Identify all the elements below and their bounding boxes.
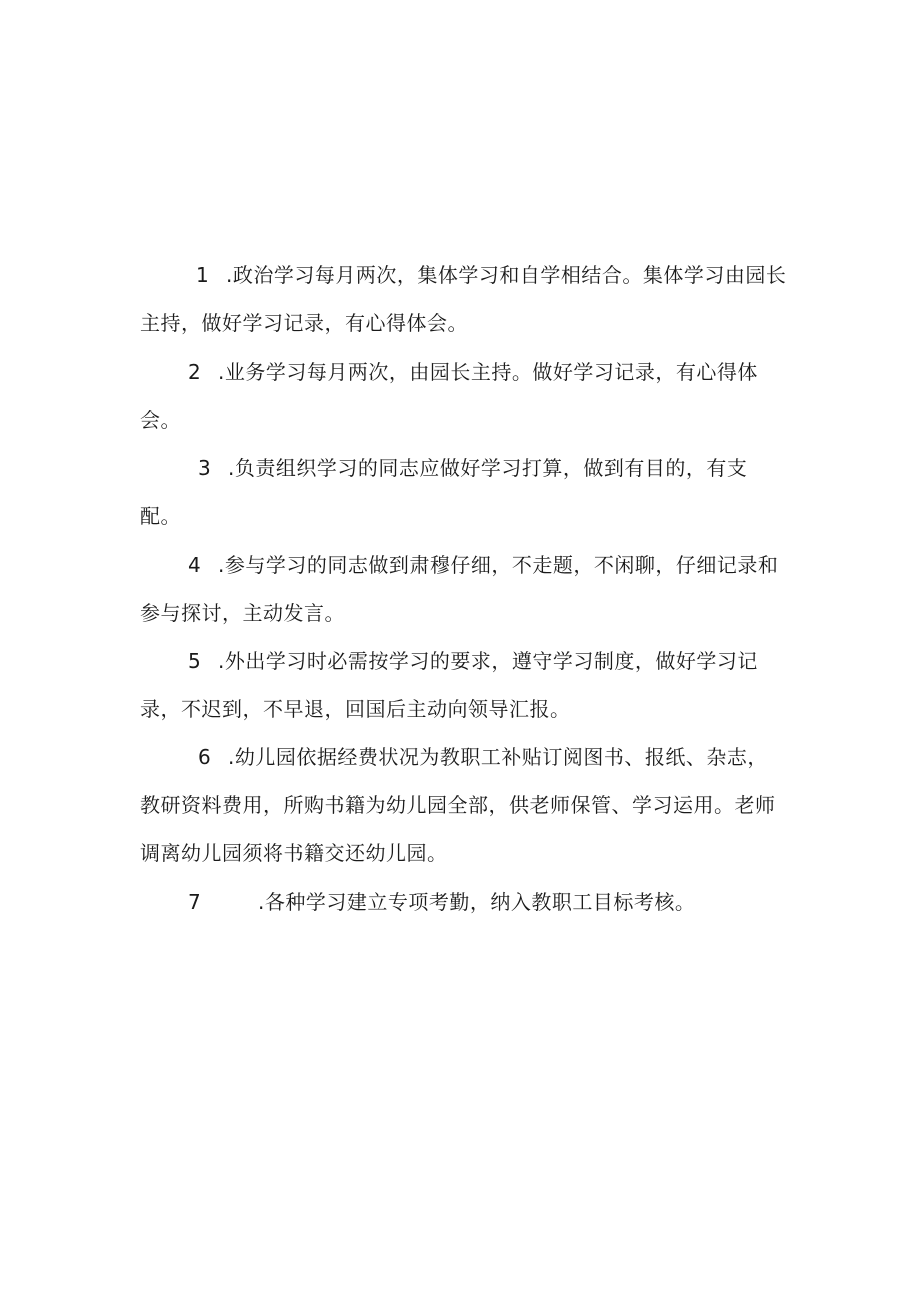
rule-item-4	[140, 541, 788, 637]
rule-item-1	[140, 251, 788, 347]
rule-text-6: .幼儿园依据经费状况为教职工补贴订阅图书、报纸、杂志，教研资料费用，所购书籍为幼儿园全部，供老师保管、学习运用。老师调离幼儿园须将书籍交还幼儿园。	[140, 745, 776, 865]
rule-number-5: 5	[188, 649, 202, 673]
rule-text-5: .外出学习时必需按学习的要求，遵守学习制度，做好学习记录，不迟到，不早退，回国后主动向领导汇报。	[140, 649, 758, 721]
rule-number-1: 1	[196, 263, 210, 287]
rule-item-2	[140, 348, 788, 444]
rule-item-3	[140, 444, 788, 540]
rule-number-3: 3	[198, 456, 212, 480]
rule-item-7	[140, 878, 788, 926]
rule-text-1: .政治学习每月两次，集体学习和自学相结合。集体学习由园长主持，做好学习记录，有心得体会。	[140, 263, 787, 335]
rule-text-7: .各种学习建立专项考勤，纳入教职工目标考核。	[258, 890, 696, 914]
rule-text-2: .业务学习每月两次，由园长主持。做好学习记录，有心得体会。	[140, 360, 758, 432]
rule-item-6	[140, 733, 788, 877]
rule-number-2: 2	[188, 360, 202, 384]
rule-item-5	[140, 637, 788, 733]
rule-text-4: .参与学习的同志做到肃穆仔细，不走题，不闲聊，仔细记录和参与探讨，主动发言。	[140, 553, 779, 625]
rule-number-4: 4	[188, 553, 202, 577]
rule-number-7: 7	[188, 890, 202, 914]
rule-number-6: 6	[198, 745, 212, 769]
rule-text-3: .负责组织学习的同志应做好学习打算，做到有目的，有支配。	[140, 456, 748, 528]
